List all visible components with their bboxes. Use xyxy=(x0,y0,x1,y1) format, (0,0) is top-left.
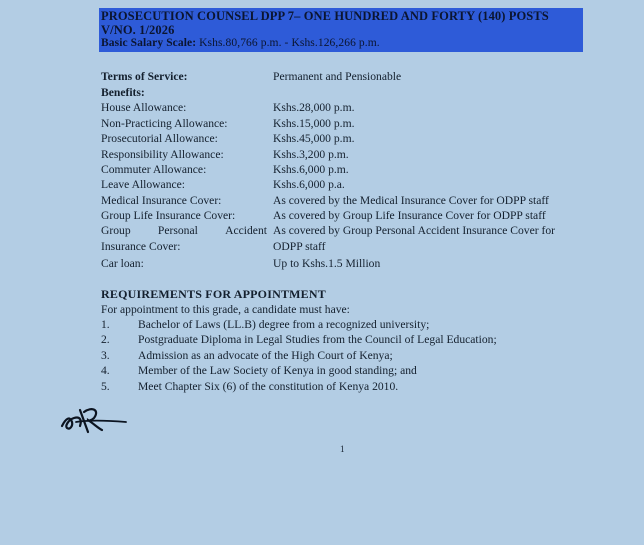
benefit-value: Kshs.15,000 p.m. xyxy=(273,117,355,130)
requirement-number: 3. xyxy=(101,349,110,362)
requirement-number: 4. xyxy=(101,364,110,377)
requirement-text: Member of the Law Society of Kenya in good standing; and xyxy=(138,364,417,377)
car-loan-value: Up to Kshs.1.5 Million xyxy=(273,257,381,270)
requirement-number: 1. xyxy=(101,318,110,331)
benefit-label: House Allowance: xyxy=(101,101,187,114)
benefit-label: Group Life Insurance Cover: xyxy=(101,209,236,222)
benefit-label: Non-Practicing Allowance: xyxy=(101,117,228,130)
benefit-value: As covered by Group Life Insurance Cover for ODPP staff xyxy=(273,209,546,222)
terms-value: Permanent and Pensionable xyxy=(273,70,402,83)
requirement-number: 5. xyxy=(101,380,110,393)
benefit-label: Leave Allowance: xyxy=(101,178,186,191)
benefits-title: Benefits: xyxy=(101,86,145,99)
gpa-word: Personal xyxy=(157,224,198,237)
gpa-value-line1: As covered by Group Personal Accident Insurance Cover for xyxy=(273,224,556,237)
benefit-label: Prosecutorial Allowance: xyxy=(101,132,218,145)
requirement-text: Admission as an advocate of the High Court of Kenya; xyxy=(138,349,393,362)
gpa-value-line2: ODPP staff xyxy=(273,240,326,253)
gpa-label-line1 xyxy=(101,223,267,238)
salary-value: Kshs.80,766 p.m. - Kshs.126,266 p.m. xyxy=(199,37,380,49)
benefit-value: As covered by the Medical Insurance Cover for ODPP staff xyxy=(273,194,549,207)
requirements-intro: For appointment to this grade, a candidate must have: xyxy=(101,303,350,316)
terms-label: Terms of Service: xyxy=(101,70,188,83)
salary-label: Basic Salary Scale: xyxy=(101,37,197,49)
car-loan-label: Car loan: xyxy=(101,257,144,270)
requirement-text: Postgraduate Diploma in Legal Studies from the Council of Legal Education; xyxy=(138,333,497,346)
gpa-word: Group xyxy=(101,224,131,237)
requirements-title: REQUIREMENTS FOR APPOINTMENT xyxy=(101,287,326,301)
requirement-text: Meet Chapter Six (6) of the constitution of Kenya 2010. xyxy=(138,380,399,393)
requirement-text: Bachelor of Laws (LL.B) degree from a recognized university; xyxy=(138,318,430,331)
post-title: PROSECUTION COUNSEL DPP 7– ONE HUNDRED AND FORTY (140) POSTS xyxy=(101,9,549,23)
benefit-label: Responsibility Allowance: xyxy=(101,148,224,161)
benefit-value: Kshs.45,000 p.m. xyxy=(273,132,355,145)
benefit-value: Kshs.6,000 p.m. xyxy=(273,163,349,176)
page-number: 1 xyxy=(340,444,345,454)
gpa-word: Accident xyxy=(225,224,267,237)
signature-mark xyxy=(58,400,130,436)
salary-scale xyxy=(101,37,380,49)
requirement-number: 2. xyxy=(101,333,110,346)
benefit-value: Kshs.6,000 p.a. xyxy=(273,178,345,191)
benefit-label: Commuter Allowance: xyxy=(101,163,207,176)
benefit-value: Kshs.28,000 p.m. xyxy=(273,101,355,114)
benefit-value: Kshs.3,200 p.m. xyxy=(273,148,349,161)
vacancy-number: V/NO. 1/2026 xyxy=(101,23,175,37)
gpa-label-line2: Insurance Cover: xyxy=(101,240,181,253)
benefit-label: Medical Insurance Cover: xyxy=(101,194,222,207)
